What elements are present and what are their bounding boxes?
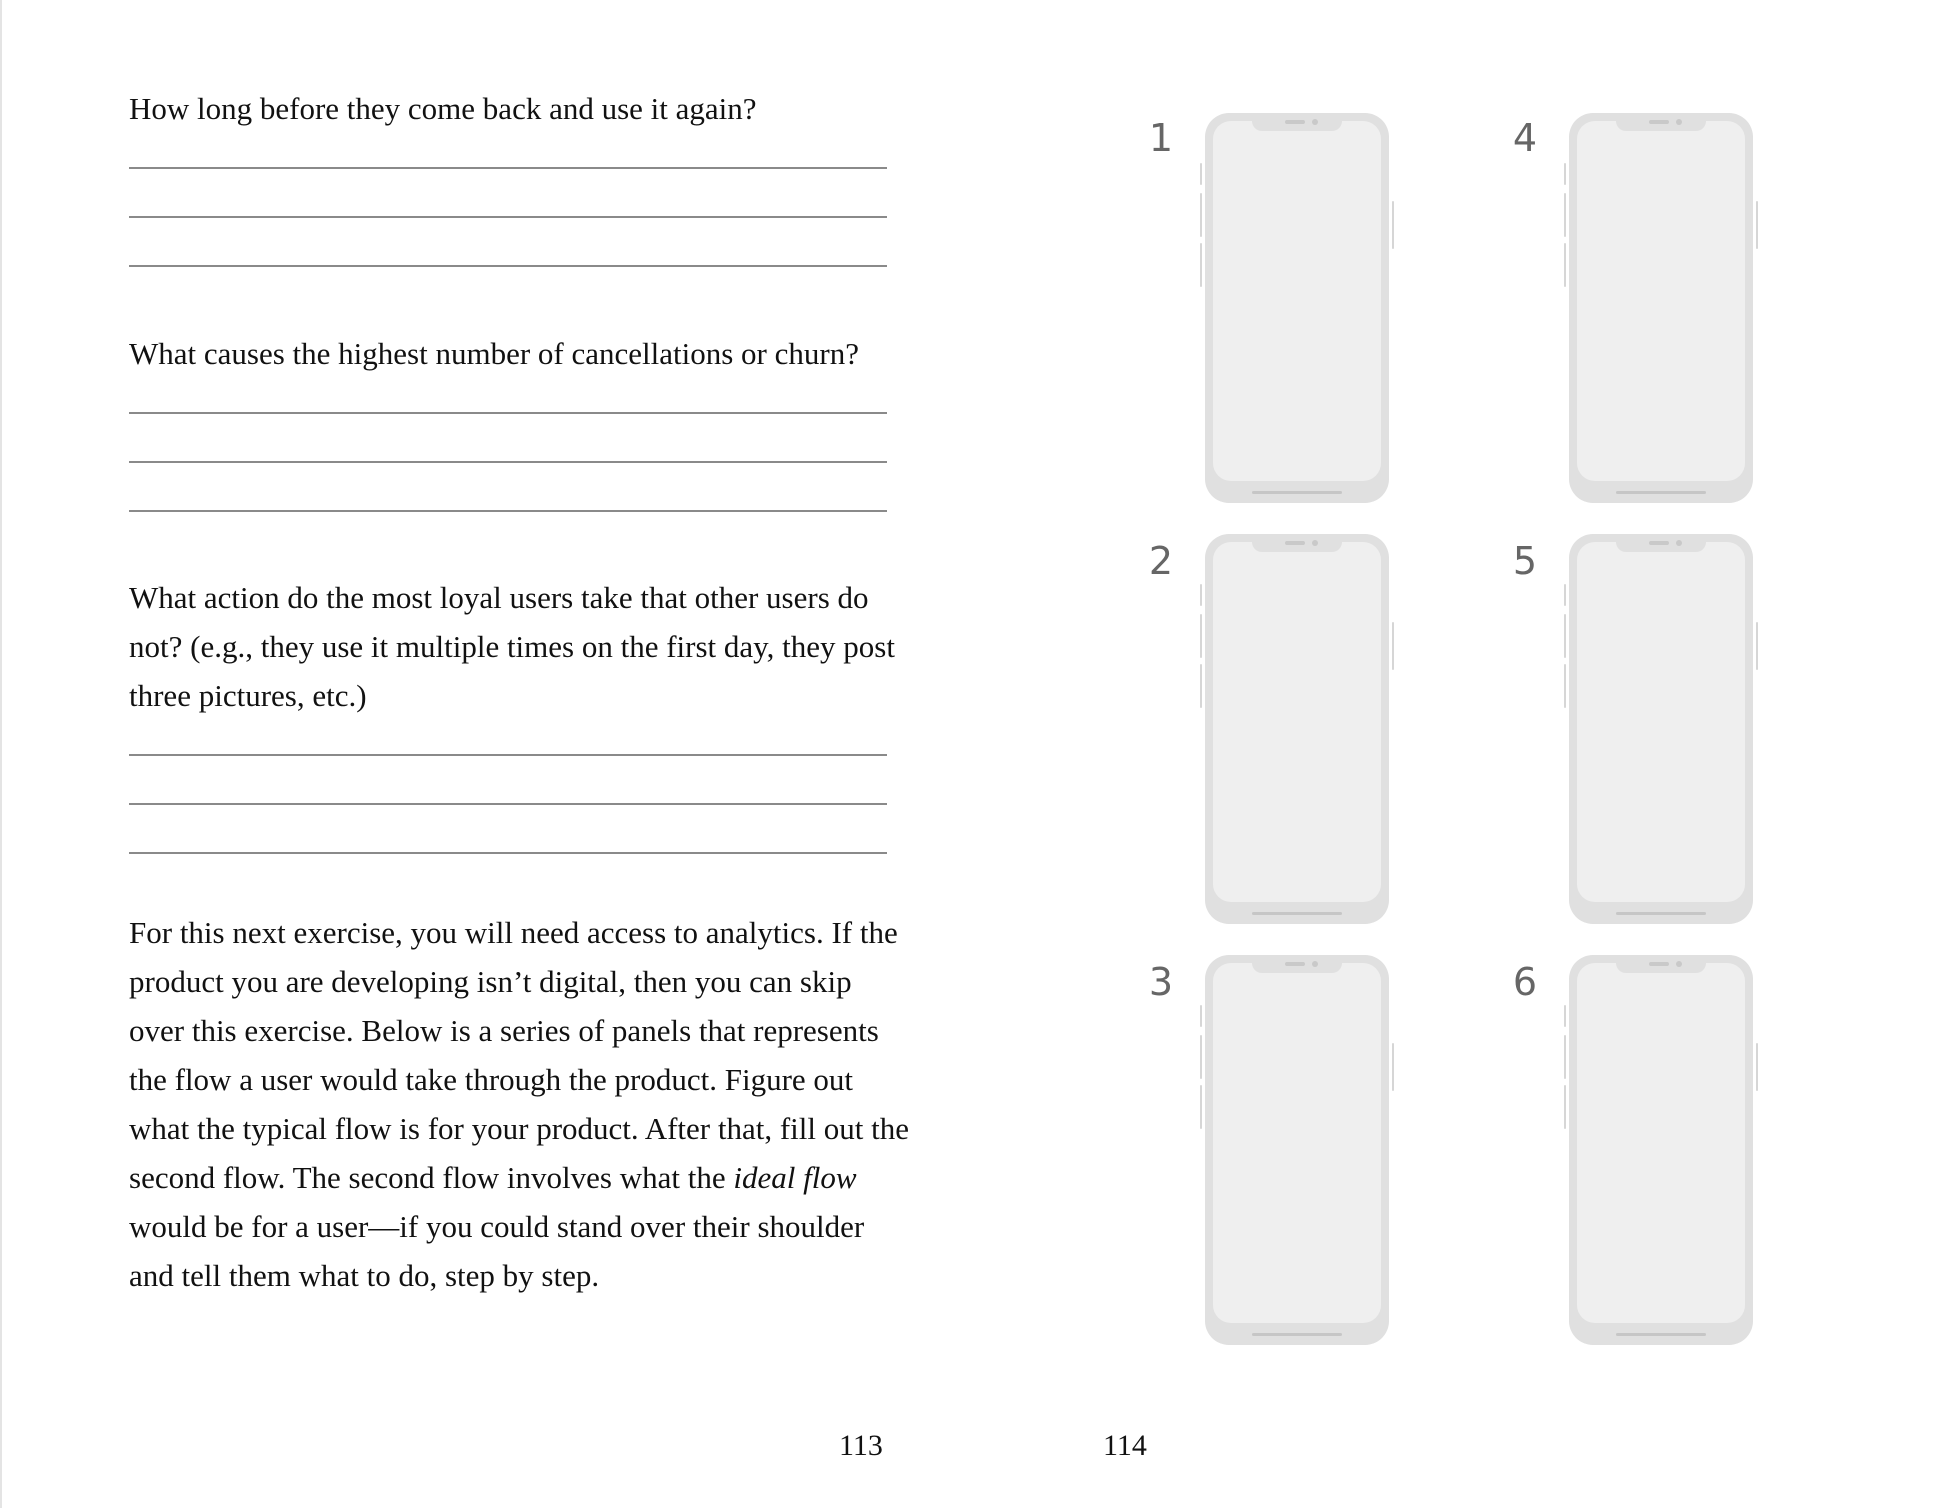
question-churn-cause: What causes the highest number of cancellations or churn?	[129, 336, 859, 371]
panel-number-1: 1	[1148, 116, 1174, 160]
phone-panel-6[interactable]	[1563, 955, 1759, 1345]
answer-line[interactable]	[129, 216, 887, 218]
phone-panel-4[interactable]	[1563, 113, 1759, 503]
instructions-text-continued: would be for a user—if you could stand over their shoulder and tell them what to do, step by step.	[129, 1209, 865, 1293]
answer-line[interactable]	[129, 265, 887, 267]
question-return-time: How long before they come back and use it again?	[129, 91, 757, 126]
answer-line[interactable]	[129, 412, 887, 414]
page-number-right: 114	[1103, 1429, 1147, 1462]
panel-number-5: 5	[1512, 539, 1538, 583]
ideal-flow-emphasis: ideal flow	[733, 1160, 857, 1195]
exercise-instructions	[129, 908, 909, 1300]
answer-line[interactable]	[129, 754, 887, 756]
answer-line[interactable]	[129, 803, 887, 805]
panel-number-3: 3	[1148, 960, 1174, 1004]
phone-panel-1[interactable]	[1199, 113, 1395, 503]
answer-line[interactable]	[129, 510, 887, 512]
answer-line[interactable]	[129, 852, 887, 854]
page-number-left: 113	[839, 1429, 883, 1462]
answer-line[interactable]	[129, 167, 887, 169]
question-loyal-user-action: What action do the most loyal users take that other users do not? (e.g., they use it multiple times on the first day, they post three pictures, etc.)	[129, 580, 895, 713]
phone-panel-3[interactable]	[1199, 955, 1395, 1345]
panel-number-6: 6	[1512, 960, 1538, 1004]
phone-panel-5[interactable]	[1563, 534, 1759, 924]
phone-panel-2[interactable]	[1199, 534, 1395, 924]
instructions-text: For this next exercise, you will need access to analytics. If the product you are developing isn’t digital, then you can skip over this exercise. Below is a series of panels that represents the flow a user would take through the product. Figure out what the typical flow is for your product. After that, fill out the second flow. The second flow involves what the	[129, 915, 909, 1195]
answer-line[interactable]	[129, 461, 887, 463]
panel-number-4: 4	[1512, 116, 1538, 160]
right-page	[979, 0, 1958, 1508]
panel-number-2: 2	[1148, 539, 1174, 583]
